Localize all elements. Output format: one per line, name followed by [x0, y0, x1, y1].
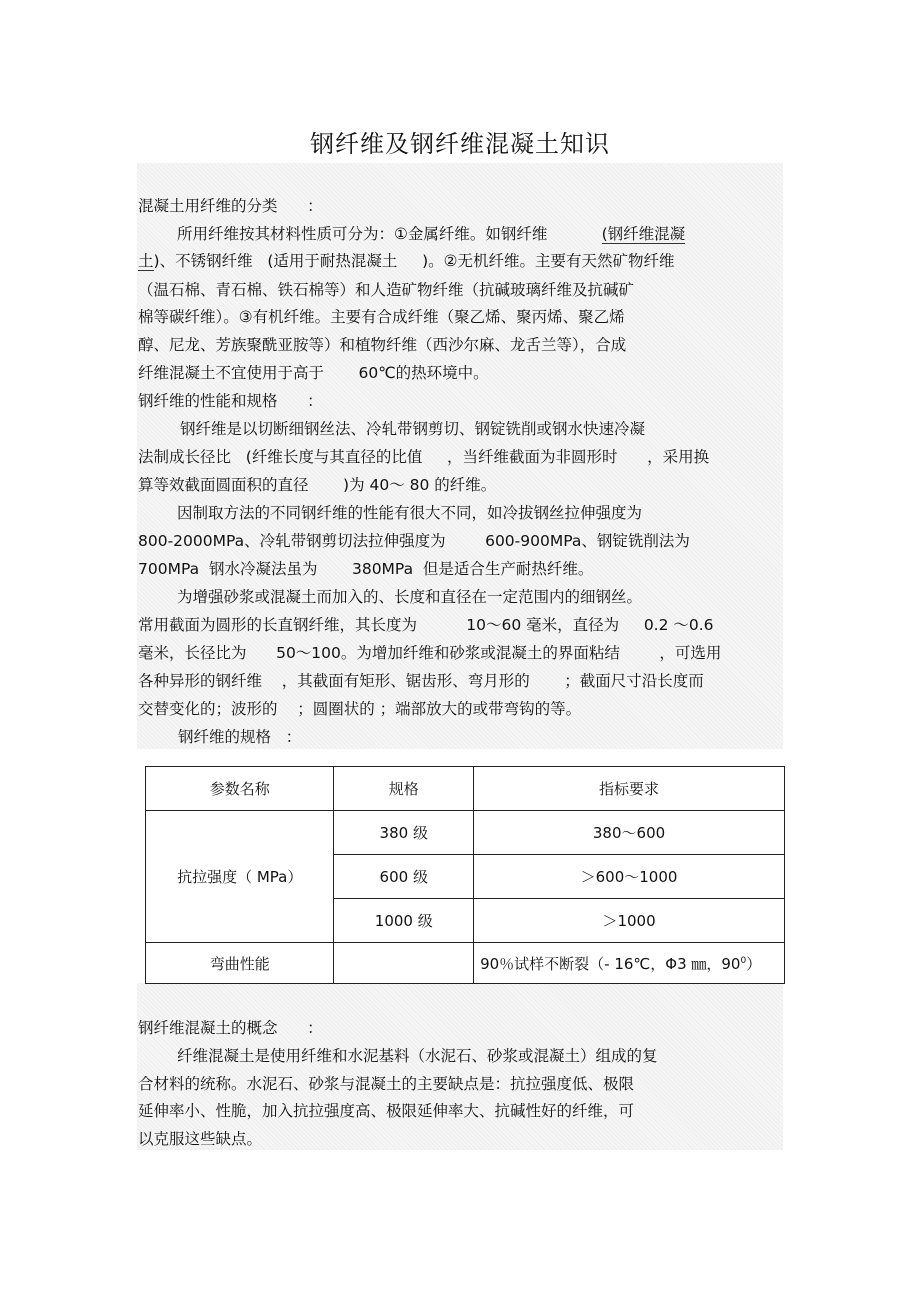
paragraph-line: 算等效截面圆面积的直径 )为 40～ 80 的纤维。 [138, 476, 497, 494]
section-heading-classification: 混凝土用纤维的分类 ： [138, 197, 323, 215]
paragraph-line: 所用纤维按其材料性质可分为：①金属纤维。如钢纤维 (钢纤维混凝 [177, 225, 686, 243]
paragraph-line: 醇、尼龙、芳族聚酰亚胺等）和植物纤维（西沙尔麻、龙舌兰等），合成 [138, 336, 627, 354]
paragraph-line: 延伸率小、性脆，加入抗拉强度高、极限延伸率大、抗碱性好的纤维，可 [138, 1102, 635, 1120]
grade-cell: 600 级 [334, 855, 474, 899]
paragraph-line: 棉等碳纤维）。③有机纤维。主要有合成纤维（聚乙烯、聚丙烯、聚乙烯 [138, 308, 625, 326]
tensile-strength-label: 抗拉强度（ MPa） [146, 811, 334, 943]
table-header-cell: 规格 [334, 767, 474, 811]
paragraph-line: 因制取方法的不同钢纤维的性能有很大不同，如冷拔钢丝拉伸强度为 [177, 504, 643, 522]
grade-cell: 380 级 [334, 811, 474, 855]
table-header-cell: 参数名称 [146, 767, 334, 811]
document-title: 钢纤维及钢纤维混凝土知识 [310, 130, 610, 158]
paragraph-line: 纤维混凝土不宜使用于高于 60℃的热环境中。 [138, 364, 489, 382]
spec-heading: 钢纤维的规格 ： [178, 728, 302, 746]
requirement-cell: 380～600 [474, 811, 785, 855]
paragraph-line: （温石棉、青石棉、铁石棉等）和人造矿物纤维（抗碱玻璃纤维及抗碱矿 [138, 281, 635, 299]
section-heading-concept: 钢纤维混凝土的概念 ： [138, 1019, 323, 1037]
requirement-cell: ＞1000 [474, 899, 785, 943]
bend-label: 弯曲性能 [146, 943, 334, 984]
paragraph-line: 合材料的统称。水泥石、砂浆与混凝土的主要缺点是：抗拉强度低、极限 [138, 1075, 635, 1093]
paragraph-line: 800-2000MPa、冷轧带钢剪切法拉伸强度为 600-900MPa、钢锭铣削法为 [138, 532, 690, 550]
table-row [146, 943, 785, 984]
paragraph-line: 法制成长径比 (纤维长度与其直径的比值 ，当纤维截面为非圆形时 ，采用换 [138, 448, 710, 466]
table-header-row [146, 767, 785, 811]
paragraph-line: 纤维混凝土是使用纤维和水泥基料（水泥石、砂浆或混凝土）组成的复 [177, 1047, 658, 1065]
paragraph-line: 各种异形的钢纤维 ，其截面有矩形、锯齿形、弯月形的 ；截面尺寸沿长度而 [138, 672, 704, 690]
section-heading-properties: 钢纤维的性能和规格 ： [138, 392, 323, 410]
requirement-cell: ＞600～1000 [474, 855, 785, 899]
paragraph-line: 为增强砂浆或混凝土而加入的、长度和直径在一定范围内的细钢丝。 [177, 588, 643, 606]
grade-cell: 1000 级 [334, 899, 474, 943]
paragraph-line: 土)、不锈钢纤维 (适用于耐热混凝土 )。②无机纤维。主要有天然矿物纤维 [138, 252, 675, 270]
paragraph-line: 钢纤维是以切断细钢丝法、冷轧带钢剪切、钢锭铣削或钢水快速冷凝 [180, 420, 646, 438]
requirement-cell: 90％试样不断裂（- 16℃，Φ3 ㎜，$90^0$） [474, 943, 785, 984]
paragraph-line: 毫米，长径比为 50～100。为增加纤维和砂浆或混凝土的界面粘结 ，可选用 [138, 644, 722, 662]
paragraph-line: 以克服这些缺点。 [138, 1130, 263, 1148]
grade-cell [334, 943, 474, 984]
content-panel-2 [137, 983, 783, 1150]
paragraph-line: 常用截面为圆形的长直钢纤维，其长度为 10～60 毫米，直径为 0.2 ～0.6 [138, 616, 714, 634]
table-row [146, 811, 785, 855]
paragraph-line: 交替变化的；波形的 ；圆圈状的 ；端部放大的或带弯钩的等。 [138, 700, 582, 718]
spec-table [145, 766, 785, 984]
table-header-cell: 指标要求 [474, 767, 785, 811]
paragraph-line: 700MPa 钢水冷凝法虽为 380MPa 但是适合生产耐热纤维。 [138, 560, 594, 578]
